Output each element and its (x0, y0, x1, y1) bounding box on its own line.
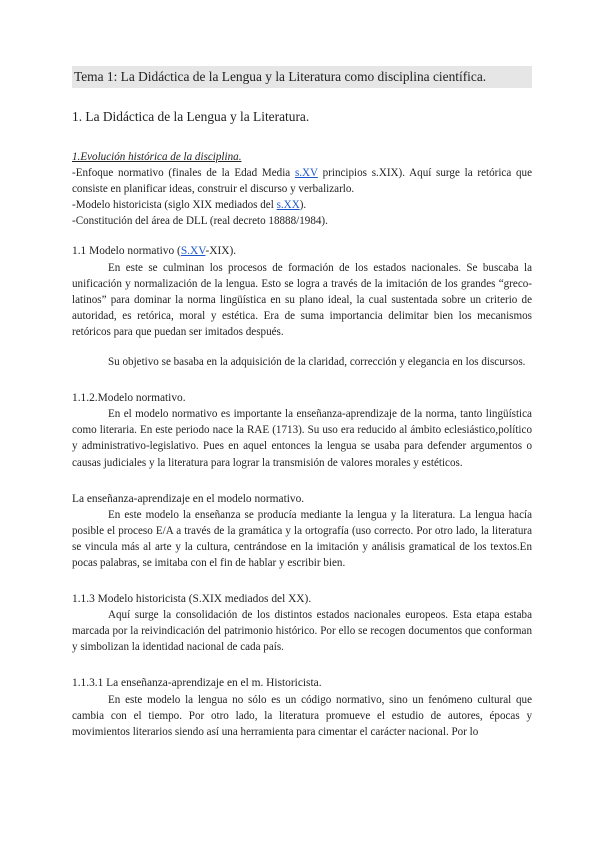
spacer (72, 471, 532, 491)
spacer (72, 340, 532, 354)
document-page (72, 66, 532, 740)
text-run: -XIX). (205, 245, 237, 258)
section-heading-1-1-3: 1.1.3 Modelo historicista (S.XIX mediados del XX). (72, 593, 312, 606)
evolucion-line-1 (72, 165, 532, 197)
text-run: principios s.XIX). Aquí surge la retórica que consiste en planificar ideas, construir el discurso y verbalizarlo. (72, 167, 533, 196)
section-heading-1: 1. La Didáctica de la Lengua y la Literatura. (72, 109, 310, 124)
evolucion-heading (72, 149, 532, 165)
paragraph-1-1-b: Su objetivo se basaba en la adquisición de la claridad, corrección y elegancia en los discursos. (108, 356, 526, 369)
evolucion-line-3: -Constitución del área de DLL (real decreto 18888/1984). (72, 215, 328, 228)
evolucion-label: 1.Evolución histórica de la disciplina. (72, 151, 242, 163)
spacer (72, 370, 532, 390)
spacer (72, 655, 532, 675)
spacer (72, 571, 532, 591)
link-s-xv[interactable]: s.XV (294, 167, 318, 180)
link-s-xx[interactable]: s.XX (276, 199, 300, 212)
section-heading-1-1-3-1: 1.1.3.1 La enseñanza-aprendizaje en el m. Historicista. (72, 677, 322, 690)
paragraph-1-1-3-1: En este modelo la lengua no sólo es un código normativo, sino un fenómeno cultural que cambia con el tiempo. Por otro lado, la literatura promueve el estudio de autores, épocas y movimientos literarios siendo así una herramienta para cimentar el carácter nacional. Por lo (72, 693, 532, 738)
text-run: -Enfoque normativo (finales de la Edad Media (72, 167, 295, 180)
section-heading-1-1 (72, 243, 532, 259)
paragraph-1-1-2: En el modelo normativo es importante la enseñanza-aprendizaje de la norma, tanto lingüística como literaria. En este periodo nace la RAE (1713). Su uso era reducido al ámbito eclesiástico,político y administrativo-legislativo. Pues en aquel entonces la lengua se usaba para defender argumentos o causas judiciales y la literatura para lograr la transmisión de valores morales y estéticos. (72, 408, 532, 469)
section-heading-ensenanza: La enseñanza-aprendizaje en el modelo normativo. (72, 492, 305, 505)
link-s-xv-heading[interactable]: S.XV (180, 245, 206, 258)
text-run: 1.1 Modelo normativo ( (72, 245, 181, 258)
text-run: -Modelo historicista (siglo XIX mediados del (72, 199, 277, 212)
paragraph-1-1-3: Aquí surge la consolidación de los distintos estados nacionales europeos. Esta etapa estaba marcada por la reivindicación del patrimonio histórico. Por ello se recogen documentos que conforman y simbolizan la identidad nacional de cada país. (72, 609, 532, 654)
paragraph-ensenanza: En este modelo la enseñanza se producía mediante la lengua y la literatura. La lengua hacía posible el proceso E/A a través de la gramática y la ortografía (uso correcto. Por otro lado, la literatura se vincula más al arte y la cultura, centrándose en la imitación y análisis gramatical de los textos.En pocas palabras, se imitaba con el fin de hablar y escribir bien. (72, 508, 532, 569)
evolucion-line-2 (72, 197, 532, 213)
text-run: ). (299, 199, 307, 212)
document-title: Tema 1: La Didáctica de la Lengua y la Literatura como disciplina científica. (72, 66, 532, 88)
paragraph-1-1-a: En este se culminan los procesos de formación de los estados nacionales. Se buscaba la unificación y normalización de la lengua. Esto se logra a través de la imitación de los grandes “greco-latinos” para dominar la norma lingüística en su plano ideal, la cual sustentada sobre un criterio de autoridad, es retórica, moral y estética. Era de suma importancia delimitar bien los mecanismos retóricos para que puedan ser imitados después. (72, 261, 532, 338)
section-heading-1-1-2: 1.1.2.Modelo normativo. (72, 392, 186, 405)
spacer (72, 229, 532, 243)
